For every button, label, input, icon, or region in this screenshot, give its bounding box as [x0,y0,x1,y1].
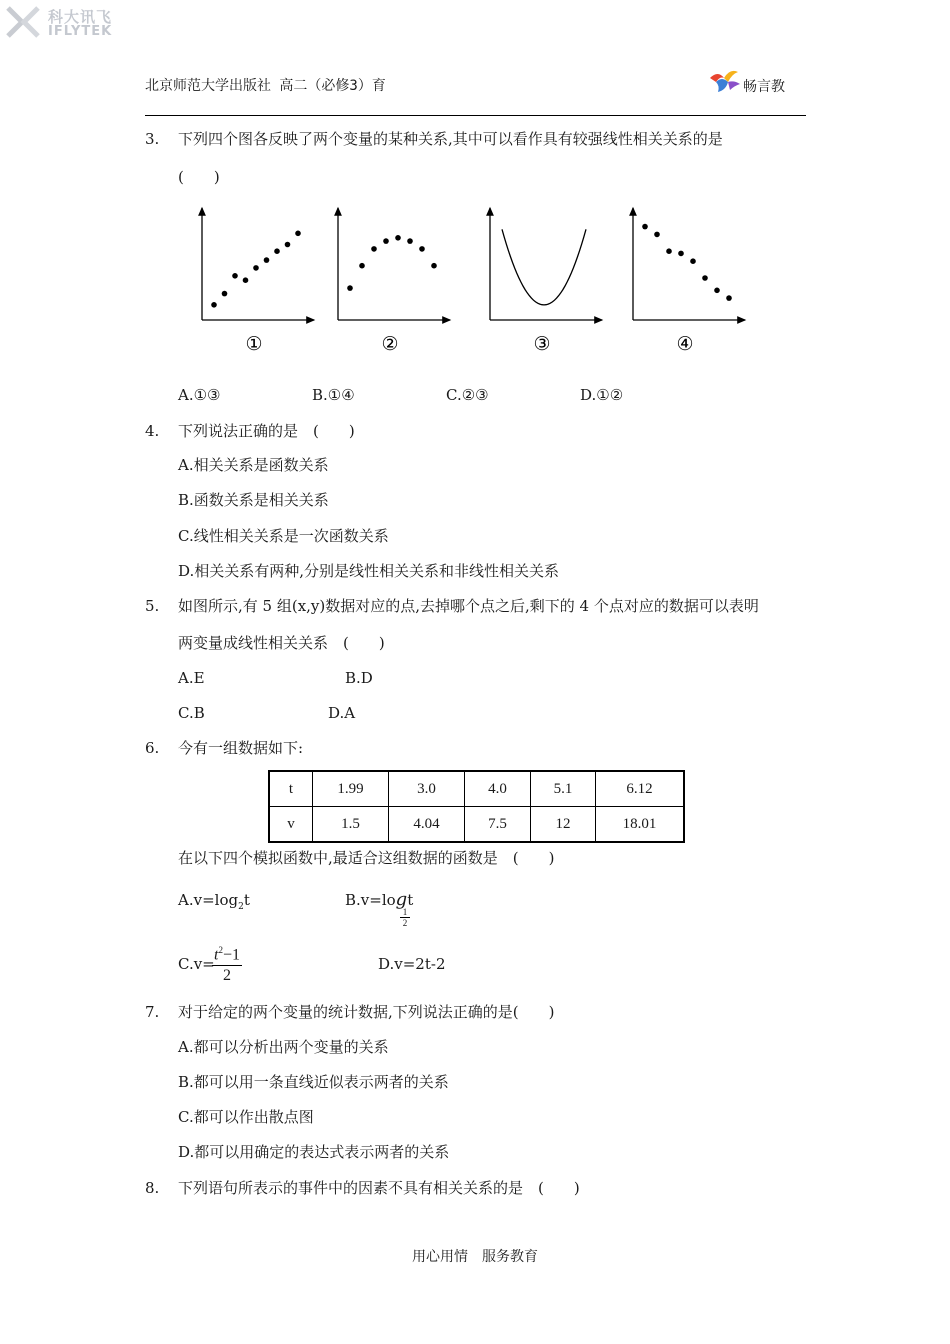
fraction-var: t [214,946,219,964]
question-text: 下列四个图各反映了两个变量的某种关系,其中可以看作具有较强线性相关关系的是 [178,130,723,148]
header-divider [145,115,806,116]
option-b: B.函数关系是相关关系 [178,491,329,509]
question-number: 3. [145,130,160,148]
question-number: 8. [145,1179,160,1197]
option-b-g: g [395,889,408,910]
data-point [347,285,353,291]
log-base: 2 [238,902,244,912]
data-point [285,242,291,248]
question-text: 如图所示,有 5 组(x,y)数据对应的点,去掉哪个点之后,剩下的 4 个点对应的数据可以表明 [178,597,759,615]
option-c-label: C.v= [178,955,215,973]
plot-2 [338,208,450,320]
data-point [419,246,425,252]
data-point [253,265,259,271]
data-point [726,295,732,301]
option-d: D.①② [580,386,624,404]
page-footer: 用心用情 服务教育 [412,1249,538,1265]
option-b: B.都可以用一条直线近似表示两者的关系 [178,1073,449,1091]
log-base-fraction [400,907,410,928]
fraction-denominator: 2 [222,967,231,985]
header-brand [708,68,785,96]
question-number: 6. [145,739,160,757]
option-d: D.v=2t-2 [378,955,446,973]
fraction-denominator: 2 [402,918,408,928]
exponent: 2 [218,945,223,955]
table-cell: 5.1 [531,771,596,807]
data-point [274,248,280,254]
plot-4 [633,208,745,320]
option-b: B.①④ [312,386,355,404]
data-point [714,288,720,294]
header-publisher: 北京师范大学出版社 高二（必修3）育 [145,78,386,94]
data-point [431,263,437,269]
question-number: 4. [145,422,160,440]
answer-paren: ( ) [178,168,220,186]
table-cell: 3.0 [389,771,465,807]
table-cell: 7.5 [465,807,531,843]
plot-label: ④ [676,333,694,355]
data-point [666,248,672,254]
option-a: A.E [178,669,205,687]
table-row [269,807,684,843]
question-number: 7. [145,1003,160,1021]
header-brand-text: 畅言教 [743,79,785,95]
parabola-curve [502,229,586,305]
option-a-text: A.v=log [178,891,239,909]
option-c-fraction [212,940,242,986]
data-point [222,291,228,297]
data-point [295,231,301,237]
option-c: C.都可以作出散点图 [178,1108,314,1126]
question-text: 对于给定的两个变量的统计数据,下列说法正确的是( ) [178,1003,555,1021]
option-a [178,890,250,917]
watermark-subtext: IFLYTEK [48,24,113,39]
data-point [690,258,696,264]
question-prompt: 在以下四个模拟函数中,最适合这组数据的函数是 ( ) [178,849,555,867]
data-point [383,238,389,244]
data-point [211,302,217,308]
data-point [642,224,648,230]
data-point [264,257,270,263]
question-text: 下列说法正确的是 ( ) [178,422,355,440]
data-table [268,770,685,843]
option-d: D.相关关系有两种,分别是线性相关关系和非线性相关关系 [178,562,560,580]
fraction-numerator: 1 [400,907,410,918]
fraction-rest: −1 [222,946,240,964]
option-c: C.线性相关关系是一次函数关系 [178,527,389,545]
data-point [359,263,365,269]
table-cell: t [269,771,313,807]
table-cell: v [269,807,313,843]
data-point [243,277,249,283]
option-a: A.相关关系是函数关系 [178,456,329,474]
plot-1 [202,208,314,320]
data-point [654,232,660,238]
option-a: A.都可以分析出两个变量的关系 [178,1038,389,1056]
plot-label: ③ [533,333,551,355]
table-row [269,771,684,807]
option-b-var: t [407,891,414,909]
question-text-cont: 两变量成线性相关关系 ( ) [178,634,385,652]
option-b: B.D [345,669,373,687]
option-c: C.B [178,704,205,722]
bird-logo-icon [708,68,742,96]
option-a: A.①③ [178,386,221,404]
option-d: D.都可以用确定的表达式表示两者的关系 [178,1143,450,1161]
table-cell: 1.5 [313,807,389,843]
table-cell: 6.12 [596,771,685,807]
table-cell: 4.04 [389,807,465,843]
table-cell: 4.0 [465,771,531,807]
data-point [395,235,401,241]
scatter-figures [190,200,765,360]
plot-label: ② [381,333,399,355]
option-c: C.②③ [446,386,489,404]
table-cell: 1.99 [313,771,389,807]
option-d: D.A [328,704,356,722]
watermark [4,2,116,46]
option-a-var: t [243,891,250,909]
option-b-text: B.v=lo [345,891,396,909]
question-number: 5. [145,597,160,615]
iflytek-logo-icon [4,2,44,42]
data-point [232,273,238,279]
question-text: 下列语句所表示的事件中的因素不具有相关关系的是 ( ) [178,1179,580,1197]
data-point [678,251,684,257]
table-cell: 18.01 [596,807,685,843]
plot-3 [490,208,602,320]
plot-label: ① [245,333,263,355]
question-text: 今有一组数据如下: [178,739,304,757]
table-cell: 12 [531,807,596,843]
watermark-text: 科大讯飞 [48,8,113,26]
data-point [371,246,377,252]
data-point [702,275,708,281]
data-point [407,238,413,244]
